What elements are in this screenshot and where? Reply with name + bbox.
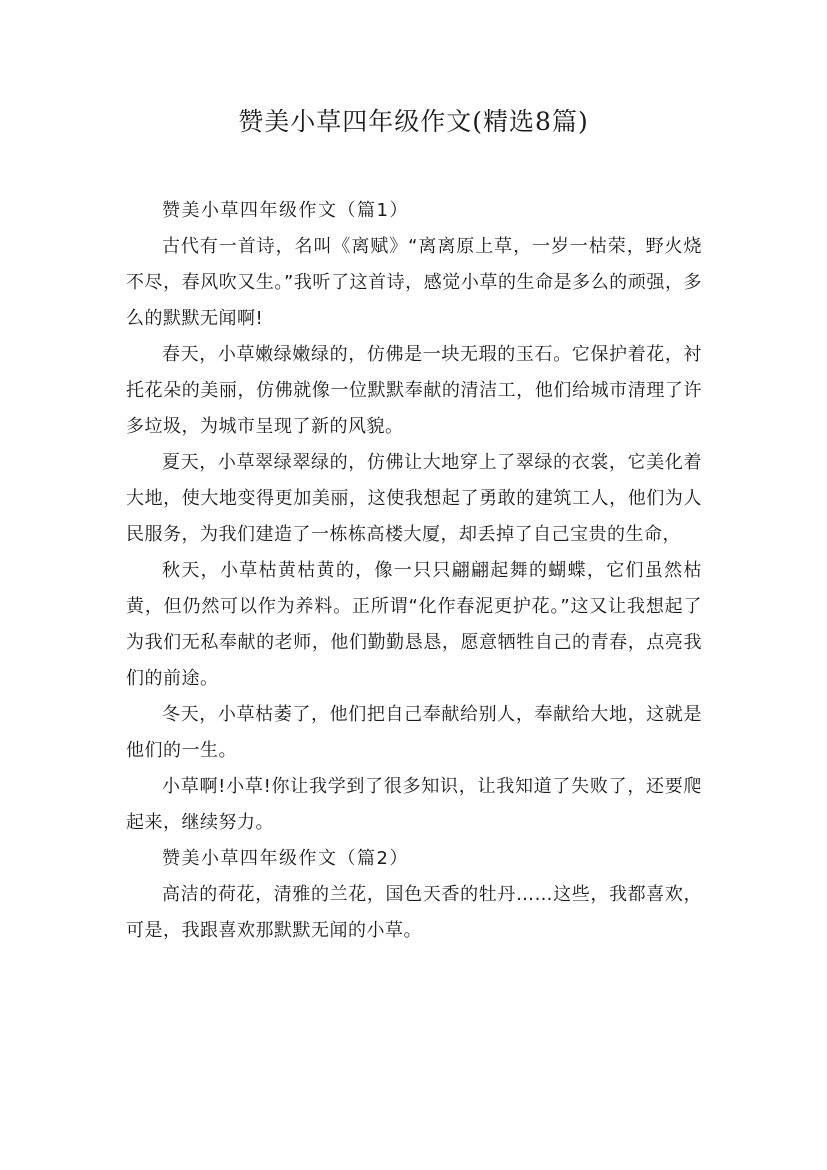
section-heading-2: 赞美小草四年级作文（篇2）: [162, 848, 409, 869]
paragraph: 秋天，小草枯黄枯黄的，像一只只翩翩起舞的蝴蝶，它们虽然枯黄，但仍然可以作为养料。正所谓“化作春泥更护花。”这又让我想起了为我们无私奉献的老师，他们勤勤恳恳，愿意牺牲自己的青春，点亮我们的前途。: [126, 560, 702, 689]
paragraph: 冬天，小草枯萎了，他们把自己奉献给别人，奉献给大地，这就是他们的一生。: [126, 704, 702, 761]
paragraph: 小草啊!小草!你让我学到了很多知识，让我知道了失败了，还要爬起来，继续努力。: [126, 776, 702, 833]
document-title: 赞美小草四年级作文(精选8篇): [238, 107, 589, 136]
document-body: [126, 193, 702, 949]
section-heading-1: 赞美小草四年级作文（篇1）: [162, 200, 409, 221]
paragraph: 古代有一首诗，名叫《离赋》“离离原上草，一岁一枯荣，野火烧不尽，春风吹又生。”我听了这首诗，感觉小草的生命是多么的顽强，多么的默默无闻啊!: [126, 236, 702, 329]
paragraph: 夏天，小草翠绿翠绿的，仿佛让大地穿上了翠绿的衣裳，它美化着大地，使大地变得更加美丽，这使我想起了勇敢的建筑工人，他们为人民服务，为我们建造了一栋栋高楼大厦，却丢掉了自己宝贵的生命，: [126, 452, 702, 545]
paragraph: 高洁的荷花，清雅的兰花，国色天香的牡丹……这些，我都喜欢，可是，我跟喜欢那默默无闻的小草。: [126, 884, 702, 941]
paragraph: 春天，小草嫩绿嫩绿的，仿佛是一块无瑕的玉石。它保护着花，衬托花朵的美丽，仿佛就像一位默默奉献的清洁工，他们给城市清理了许多垃圾，为城市呈现了新的风貌。: [126, 344, 702, 437]
